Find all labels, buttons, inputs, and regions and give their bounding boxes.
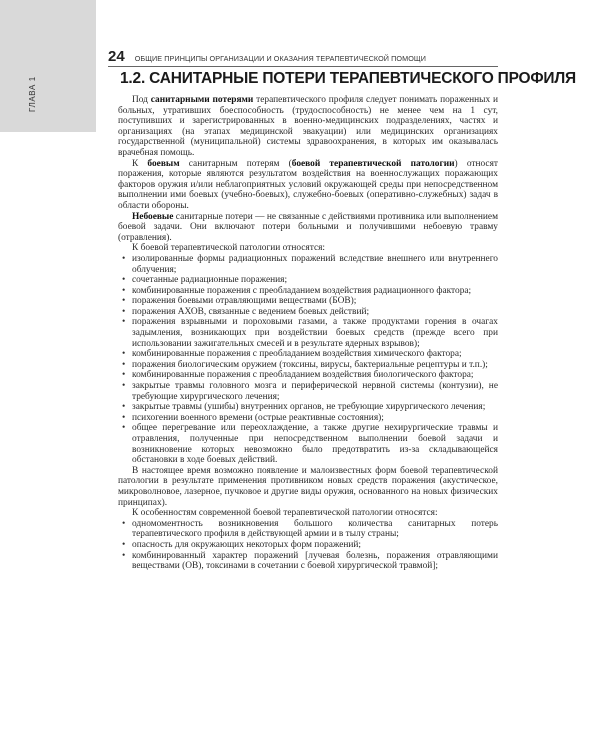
text-run: Под [132, 95, 151, 105]
combat-pathology-list [118, 254, 498, 466]
text-run: ) относят поражения, которые являются результатом воздействия на военнослужащих поражающих факторов оружия и/или неблагоприятных условий окружающей среды при непосредственном выполнении ими боевых (учебно-боевых), служебно-боевых (оперативно-служебных) задач в области обороны. [118, 158, 498, 211]
bullet-icon: • [122, 296, 126, 307]
list-item [118, 307, 498, 318]
list-item-text: поражения боевыми отравляющими веществами (БОВ); [132, 296, 357, 307]
list-item-text: поражения взрывными и пороховыми газами, а также продуктами горения в очагах задымления, возникающих при воздействии боевых средств (прежде всего при использовании зажигательных смесей и в результате ядерных взрывов); [132, 317, 498, 349]
bullet-icon: • [122, 550, 126, 561]
list-item [118, 254, 498, 275]
bullet-icon: • [122, 349, 126, 360]
list-item-text: поражения биологическим оружием (токсины, вирусы, бактериальные рецептуры и т.п.); [132, 359, 488, 370]
text-run: санитарные потери — не связанные с действиями противника или выполнением боевой задачи. Они включают потери больными и получившими небоевую травму (отравления). [118, 211, 498, 243]
page-header [108, 44, 498, 64]
paragraph-features-intro: К особенностям современной боевой терапевтической патологии относятся: [132, 508, 438, 519]
list-item [118, 296, 498, 307]
list-item-text: сочетанные радиационные поражения; [132, 275, 288, 286]
bullet-icon: • [122, 518, 126, 529]
text-run: терапевтического профиля следует понимать пораженных и больных, утративших боеспособность (трудоспособность) не менее чем на 1 сут, поступивших и зарегистрированных в военно-медицинских подразделениях, частях и организациях (на этапах медицинской эвакуации) или медицинских организациях государственной (муниципальной) системы здравоохранения, в которых им оказывалась врачебная помощь. [118, 95, 498, 158]
list-item-text: комбинированный характер поражений [лучевая болезнь, поражения отравляющими веществами (ОВ), токсинами в сочетании с боевой хирургической травмой]; [132, 550, 498, 572]
list-item-text: закрытые травмы головного мозга и периферической нервной системы (контузии), не требующие хирургического лечения; [132, 381, 498, 402]
header-rule [108, 66, 498, 67]
bullet-icon: • [122, 275, 126, 286]
bullet-icon: • [122, 359, 126, 370]
term-noncombat: Небоевые [132, 211, 174, 222]
list-item-text: опасность для окружающих некоторых форм поражений; [132, 539, 362, 550]
list-item [118, 540, 498, 551]
list-item-text: закрытые травмы (ушибы) внутренних органов, не требующие хирургического лечения; [132, 402, 486, 413]
bullet-icon: • [122, 423, 126, 434]
bullet-icon: • [122, 285, 126, 296]
term-combat-pathology: боевой терапевтической патологии [291, 158, 455, 169]
list-item [118, 360, 498, 371]
bullet-icon: • [122, 539, 126, 550]
features-list [118, 519, 498, 572]
paragraph-noncombat [118, 212, 498, 244]
list-item-text: комбинированные поражения с преобладанием воздействия биологического фактора; [132, 370, 474, 381]
list-item [118, 402, 498, 413]
term-sanitary-losses: санитарными потерями [150, 95, 254, 105]
body-text [118, 95, 498, 572]
bullet-icon: • [122, 381, 126, 392]
list-item-text: психогении военного времени (острые реактивные состояния); [132, 412, 384, 423]
list-item [118, 370, 498, 381]
list-item [118, 423, 498, 465]
paragraph-new-forms: В настоящее время возможно появление и малоизвестных форм боевой терапевтической патологии в результате применения противником новых средств поражения (акустическое, микроволновое, лазерное, пучковое и другие виды оружия, основанного на новых физических принципах). [118, 465, 498, 508]
list-item-text: поражения АХОВ, связанные с ведением боевых действий; [132, 306, 370, 317]
bullet-icon: • [122, 253, 126, 264]
list-item-text: комбинированные поражения с преобладанием воздействия радиационного фактора; [132, 285, 472, 296]
term-combat: боевым [147, 158, 180, 169]
paragraph-combat [118, 159, 498, 212]
section-title: 1.2. САНИТАРНЫЕ ПОТЕРИ ТЕРАПЕВТИЧЕСКОГО ПРОФИЛЯ [120, 70, 576, 87]
list-item-text: комбинированные поражения с преобладанием воздействия химического фактора; [132, 349, 462, 360]
list-item [118, 519, 498, 540]
bullet-icon: • [122, 412, 126, 423]
list-item-text: одномоментность возникновения большого количества санитарных потерь терапевтического профиля в действующей армии и в тылу страны; [132, 518, 498, 540]
list-item-text: общее перегревание или переохлаждение, а также другие нехирургические травмы и отравления, полученные при непосредственном выполнении боевой задачи и возникновение которых невозможно было предотвратить из-за складывающейся обстановки в ходе боевых действий. [132, 423, 498, 466]
list-item-text: изолированные формы радиационных поражений вследствие внешнего или внутреннего облучения; [132, 253, 498, 275]
list-item [118, 381, 498, 402]
text-run: санитарным потерям ( [179, 158, 292, 169]
bullet-icon: • [122, 306, 126, 317]
paragraph-list-intro: К боевой терапевтической патологии относятся: [132, 243, 326, 254]
bullet-icon: • [122, 370, 126, 381]
bullet-icon: • [122, 317, 126, 328]
list-item [118, 275, 498, 286]
page-number: 24 [108, 48, 125, 65]
running-title: ОБЩИЕ ПРИНЦИПЫ ОРГАНИЗАЦИИ И ОКАЗАНИЯ ТЕРАПЕВТИЧЕСКОЙ ПОМОЩИ [134, 54, 426, 63]
paragraph-definition [118, 95, 498, 159]
list-item [118, 551, 498, 572]
chapter-side-band [0, 0, 96, 132]
list-item [118, 413, 498, 424]
list-item [118, 317, 498, 349]
bullet-icon: • [122, 402, 126, 413]
list-item [118, 349, 498, 360]
list-item [118, 286, 498, 297]
chapter-tab-label: ГЛАВА 1 [28, 76, 37, 112]
text-run: К [132, 158, 148, 169]
